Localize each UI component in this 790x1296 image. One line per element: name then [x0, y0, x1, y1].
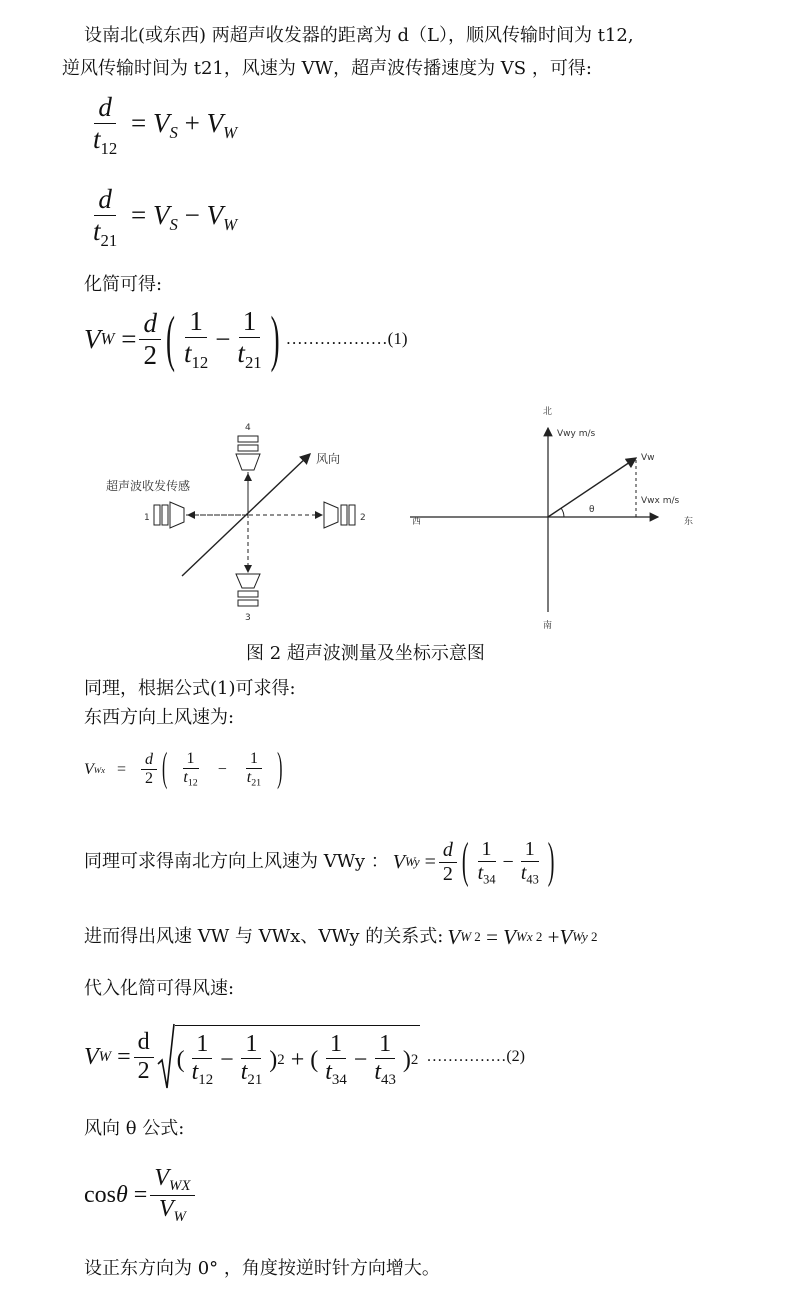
simplify-text: 化简可得:: [84, 274, 163, 295]
equation-1: V W = $\frac{d}{2}$ ( $\frac{1}{t_{12}}$ − $\frac{1}{t_{21}}$ ) ………………(1): [84, 303, 408, 373]
sensor-2-horn: [324, 502, 338, 528]
sensor-3-horn: [236, 574, 260, 588]
equation-relation: V W 2 = V Wx 2 + V Wy 2: [447, 924, 598, 949]
equation-vwy: V Wy = $\frac{d}{2}$ ( $\frac{1}{t_{34}}$ − $\frac{1}{t_{43}}$ ): [392, 833, 555, 889]
label-4: 4: [245, 423, 251, 433]
figure-2: [90, 400, 730, 635]
equation-cos: cos θ = $\frac{V_{WX}}{V_W}$: [84, 1165, 198, 1227]
figure-caption: 图 2 超声波测量及坐标示意图: [246, 643, 485, 664]
equation-downwind: $\frac{d}{t_{12}}$ = $V_S + V_W$: [93, 92, 238, 158]
ns-text: 同理可求得南北方向上风速为 VWy ：: [84, 851, 389, 873]
west-label: 西: [412, 517, 422, 527]
north-label: 北: [543, 407, 553, 417]
equation-2: V W = $\frac{d}{2}$ ( $\frac{1}{t_{12}}$ − $\frac{1}{t_{21}}$ ) 2 + ( $\frac{1}{t_{34}}$ − $\frac{1}{t_{43}}$ ) 2 ……………(2): [84, 1022, 525, 1092]
vwx-label: Vwx m/s: [641, 496, 680, 506]
intro-line-2: 逆风传输时间为 t21，风速为 VW，超声波传播速度为 VS ，可得:: [62, 58, 592, 79]
label-1: 1: [144, 513, 150, 523]
sensor-label: 超声波收发传感: [106, 479, 191, 493]
substitute-text: 代入化简可得风速:: [84, 978, 235, 999]
sensor-1-horn: [170, 502, 184, 528]
ew-text: 东西方向上风速为:: [84, 707, 235, 728]
sensor-diagram: [106, 423, 366, 623]
vwy-label: Vwy m/s: [557, 429, 596, 439]
sensor-4-horn: [236, 454, 260, 470]
theta-arc: [561, 508, 564, 517]
equation-1-tag: ………………(1): [285, 329, 408, 349]
equation-upwind: $\frac{d}{t_{21}}$ = $V_S - V_W$: [93, 184, 238, 250]
same-text: 同理，根据公式(1)可求得:: [84, 678, 296, 699]
vw-label: Vw: [641, 453, 655, 463]
south-label: 南: [543, 621, 553, 631]
intro-line-1: 设南北(或东西) 两超声收发器的距离为 d（L），顺风传输时间为 t12,: [84, 25, 634, 46]
label-2: 2: [360, 513, 366, 523]
final-text: 设正东方向为 0° ，角度按逆时针方向增大。: [84, 1258, 440, 1279]
coordinate-diagram: [410, 405, 693, 631]
equation-vwx: V Wx = $\frac{d}{2}$ ( $\frac{1}{t_{12}}$ − $\frac{1}{t_{21}}$ ): [84, 746, 283, 791]
relation-row: [84, 924, 598, 950]
theta-label: θ: [589, 505, 595, 515]
sqrt-group: ( $\frac{1}{t_{12}}$ − $\frac{1}{t_{21}}$ ) 2 + ( $\frac{1}{t_{34}}$ − $\frac{1}{t_{43}}$ ) 2: [157, 1022, 421, 1092]
relation-text: 进而得出风速 VW 与 VWx、VWy 的关系式:: [84, 926, 444, 947]
wind-dir-label: 风向: [316, 452, 341, 466]
direction-text: 风向 θ 公式:: [84, 1118, 185, 1139]
east-label: 东: [684, 517, 694, 527]
equation-2-tag: ……………(2): [426, 1048, 525, 1065]
ns-row: [84, 833, 556, 889]
label-3: 3: [245, 613, 251, 623]
sensor-4-plate: [238, 436, 258, 442]
